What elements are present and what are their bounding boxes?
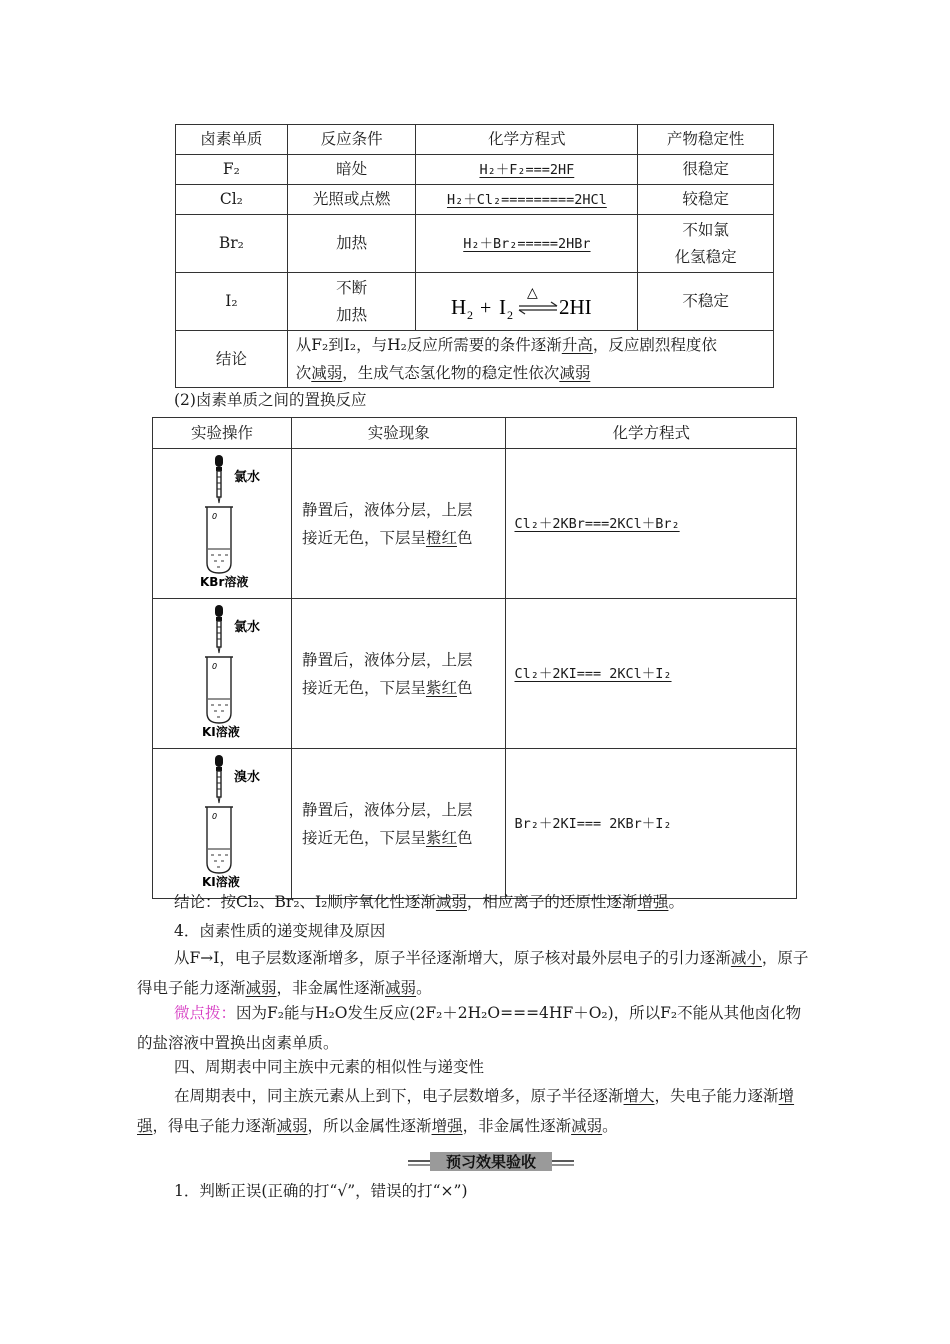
equation-text: Cl₂＋2KI=== 2KCl＋I₂ (514, 665, 672, 682)
svg-text:0: 0 (211, 662, 218, 671)
svg-text:溴水: 溴水 (233, 770, 260, 785)
equation-text: Br₂＋2KI=== 2KBr＋I₂ (514, 815, 672, 832)
svg-text:0: 0 (211, 512, 218, 521)
stability-cell: 不如氯 化氢稳定 (638, 215, 774, 273)
conclusion-text: 从F₂到I₂，与H₂反应所需要的条件逐渐升高，反应剧烈程度依 次减弱，生成气态氢化物的稳定性依次减弱 (287, 331, 773, 388)
header-equation: 化学方程式 (416, 125, 638, 155)
header-element: 卤素单质 (176, 125, 288, 155)
reversible-equation (447, 280, 607, 324)
equation-cell (416, 185, 638, 215)
test-tube-dropper-icon (162, 449, 282, 589)
question-1: 1．判断正误(正确的打“√”，错误的打“×”) (174, 1182, 468, 1200)
svg-text:0: 0 (211, 812, 218, 821)
tip-label: 微点拨： (174, 1004, 237, 1022)
section-iv-title: 四、周期表中同主族中元素的相似性与递变性 (174, 1058, 485, 1076)
phenomenon-cell: 静置后，液体分层，上层 接近无色，下层呈橙红色 (291, 449, 506, 599)
condition-cell: 加热 (287, 215, 416, 273)
svg-text:氯水: 氯水 (233, 620, 260, 635)
displacement-table (152, 417, 797, 899)
conclusion2: 结论：按Cl₂、Br₂、I₂顺序氧化性逐渐减弱，相应离子的还原性逐渐增强。 (174, 893, 684, 911)
tip-paragraph: 微点拨：因为F₂能与H₂O发生反应(2F₂＋2H₂O===4HF＋O₂)，所以F₂不能从其他卤化物的盐溶液中置换出卤素单质。 (137, 1004, 802, 1052)
element-cell: Br₂ (176, 215, 288, 273)
element-cell: F₂ (176, 155, 288, 185)
header-phenomenon: 实验现象 (291, 418, 506, 449)
header-condition: 反应条件 (287, 125, 416, 155)
stability-cell: 很稳定 (638, 155, 774, 185)
experiment-diagram (153, 599, 292, 749)
equation-cell (416, 155, 638, 185)
condition-cell: 不断 加热 (287, 273, 416, 331)
equation-cell (416, 273, 638, 331)
element-cell: I₂ (176, 273, 288, 331)
section-iv-paragraph: 在周期表中，同主族元素从上到下，电子层数增多，原子半径逐渐增大，失电子能力逐渐增强，得电子能力逐渐减弱，所以金属性逐渐增强，非金属性逐渐减弱。 (137, 1087, 795, 1135)
delta-symbol: △ (526, 284, 538, 301)
banner-title: 预习效果验收 (445, 1153, 537, 1171)
eq-sub: 2 (466, 307, 473, 322)
equation-cell (506, 749, 797, 899)
eq-i: I (498, 294, 506, 319)
conclusion-label: 结论 (176, 331, 288, 388)
header-stability: 产物稳定性 (638, 125, 774, 155)
stability-cell: 不稳定 (638, 273, 774, 331)
equation-cell (416, 215, 638, 273)
equation-text: H₂＋Br₂=====2HBr (463, 235, 591, 252)
header-equation: 化学方程式 (506, 418, 797, 449)
equation-cell (506, 599, 797, 749)
equation-text: H₂＋F₂===2HF (479, 161, 575, 178)
svg-text:KI溶液: KI溶液 (201, 875, 240, 889)
eq-h: H (450, 294, 467, 319)
test-tube-dropper-icon (162, 749, 282, 889)
equation-cell (506, 449, 797, 599)
header-operation: 实验操作 (153, 418, 292, 449)
phenomenon-cell: 静置后，液体分层，上层 接近无色，下层呈紫红色 (291, 599, 506, 749)
experiment-diagram (153, 749, 292, 899)
eq-product: 2HI (558, 294, 592, 319)
stability-cell: 较稳定 (638, 185, 774, 215)
halogen-hydrogen-table (175, 124, 774, 388)
section2-title: (2)卤素单质之间的置换反应 (174, 391, 367, 409)
section4-paragraph: 从F→I，电子层数逐渐增多，原子半径逐渐增大，原子核对最外层电子的引力逐渐减小，原子得电子能力逐渐减弱，非金属性逐渐减弱。 (137, 949, 809, 997)
eq-sub: 2 (506, 307, 513, 322)
test-tube-dropper-icon (162, 599, 282, 739)
condition-cell: 光照或点燃 (287, 185, 416, 215)
section4-title: 4．卤素性质的递变规律及原因 (174, 922, 386, 940)
phenomenon-cell: 静置后，液体分层，上层 接近无色，下层呈紫红色 (291, 749, 506, 899)
equation-text: Cl₂＋2KBr===2KCl＋Br₂ (514, 515, 680, 532)
svg-text:KI溶液: KI溶液 (201, 725, 240, 739)
eq-plus: + (479, 296, 492, 319)
svg-text:KBr溶液: KBr溶液 (199, 575, 249, 589)
svg-text:氯水: 氯水 (233, 470, 260, 485)
experiment-diagram (153, 449, 292, 599)
element-cell: Cl₂ (176, 185, 288, 215)
equation-text: H₂＋Cl₂=========2HCl (446, 191, 607, 208)
section-banner (408, 1150, 574, 1172)
condition-cell: 暗处 (287, 155, 416, 185)
